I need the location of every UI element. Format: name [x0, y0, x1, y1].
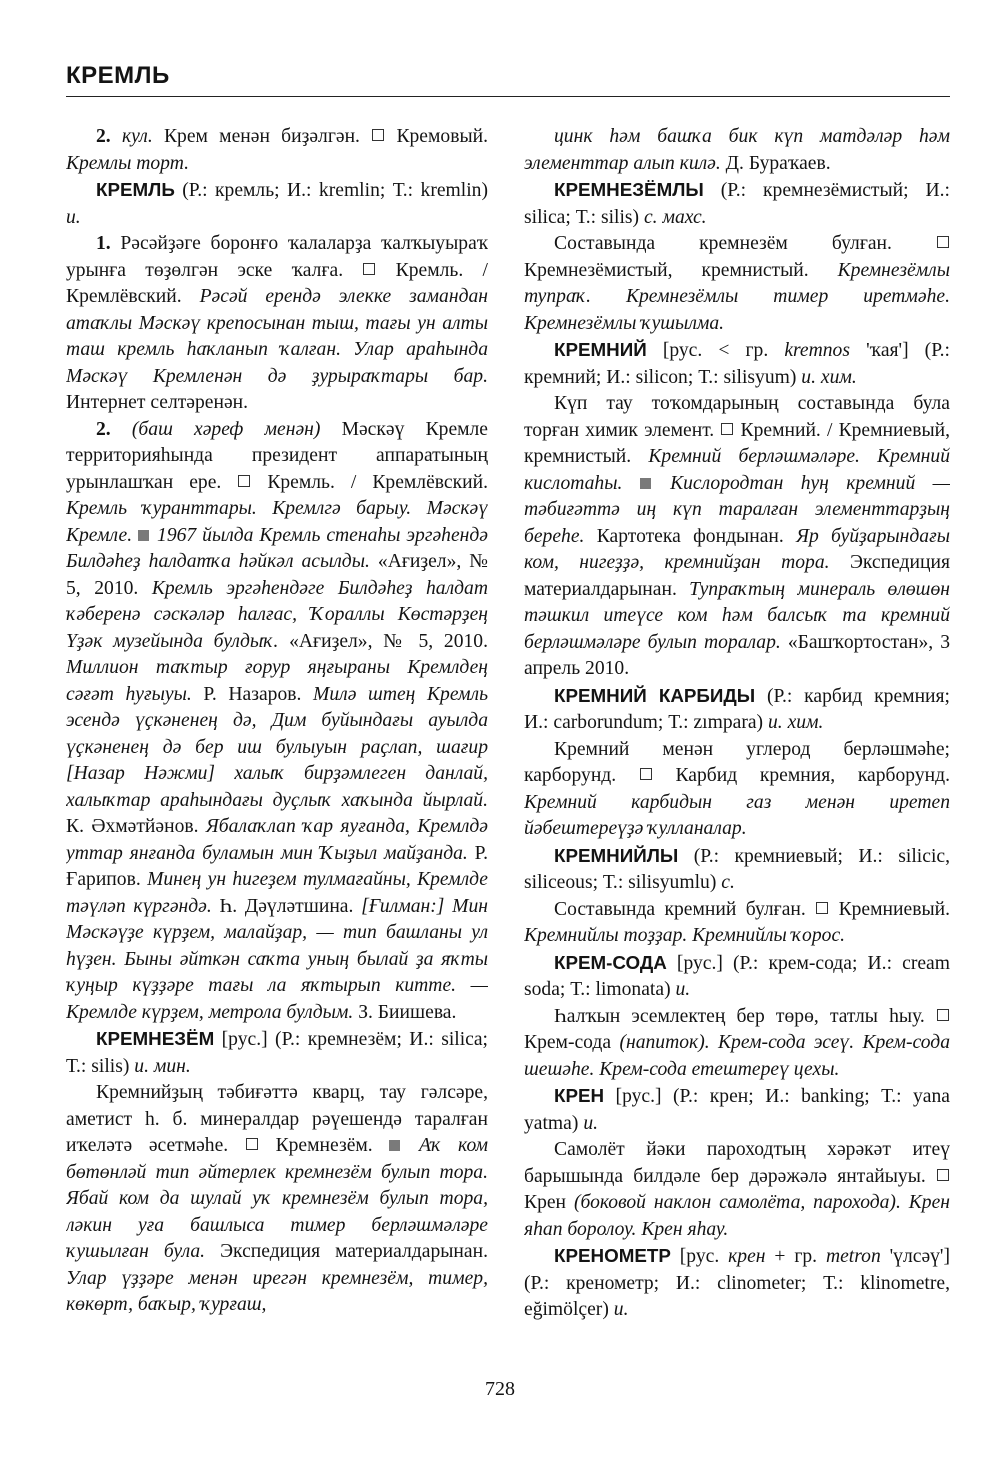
running-head: КРЕМЛЬ	[66, 62, 170, 89]
entry-text: Экспедиция материалдарынан.	[524, 552, 950, 600]
sense-number: 1.	[96, 233, 111, 254]
entry-text: [рус. < гр.	[646, 340, 785, 361]
entry-text: Күп тау тоҡомдарының составында була торған химик элемент.	[524, 393, 950, 441]
entry-paragraph	[524, 1004, 950, 1084]
entry-text: «Башҡортостан», 3 апрель 2010.	[524, 631, 950, 679]
italic-text: Кремнийлы тоҙҙар. Кремнийлы ҡорос.	[524, 925, 846, 946]
italic-text: кул.	[121, 126, 153, 147]
headword: КРЕМНИЙЛЫ	[554, 844, 679, 866]
entry-text	[402, 1135, 419, 1156]
entry-text	[111, 419, 132, 440]
headword: КРЕН	[554, 1085, 605, 1106]
entry-text: [рус.] (Р.: крем-сода; И.: cream soda; Т.: limonata)	[524, 952, 950, 1000]
equivalent-marker-icon	[937, 1009, 949, 1021]
example-marker-icon	[138, 530, 149, 541]
italic-text: Тупраҡтың минераль өлөшөн тәшкил итеүсе ком һәм балсыҡ та кремний берләшмәләре булып торалар.	[524, 578, 950, 653]
entry-paragraph	[524, 683, 950, 737]
entry-paragraph	[66, 417, 488, 1027]
equivalent-marker-icon	[937, 1169, 949, 1181]
entry-text: Интернет селтәренән.	[66, 392, 249, 413]
entry-text	[111, 126, 122, 147]
headword: КРЕМНЕЗЁМЛЫ	[554, 179, 704, 200]
entry-text: 'ҡая'] (Р.: кремний; И.: silicon; Т.: silisyum)	[524, 340, 950, 388]
italic-text: и.	[583, 1112, 599, 1134]
entry-text: [рус.] (Р.: кремнезём; И.: silica; Т.: silis)	[66, 1029, 488, 1077]
entry-text: Крен	[524, 1192, 574, 1213]
headword: КРЕМ-СОДА	[554, 951, 667, 973]
italic-text: и.	[675, 979, 691, 1000]
entry-text: Карбид кремния, карборунд.	[652, 765, 950, 786]
italic-text: и. хим.	[767, 712, 824, 733]
italic-text: (баш хәреф менән)	[131, 418, 321, 440]
entry-text: Д. Бураҡаев.	[720, 152, 831, 174]
entry-text: 'үлсәү'] (Р.: кренометр; И.: clinometer; Т.: klinometre, eğimölçer)	[524, 1246, 950, 1320]
entry-text: Кремний. / Кремниевый, кремнистый.	[524, 419, 950, 467]
italic-text: Милә штең Кремль эсендә үҫкәненең дә, Дим буйындағы ауылда үҫкәненең дә бер иш булыуын раҫлап, шағир [Назар Нәжми] халыҡ бирҙәмлеген данлай, халыҡтар араһындағы дуҫлыҡ хаҡында йырлай.	[66, 683, 488, 811]
entry-paragraph	[524, 737, 950, 843]
italic-text: Улар үҙҙәре менән ирегән кремнезём, тимер, көкөрт, баҡыр, ҡурғаш,	[66, 1267, 488, 1315]
entry-paragraph	[524, 177, 950, 231]
equivalent-marker-icon	[816, 902, 828, 914]
italic-text: Кислородтан һуң кремний — тәбиғәттә иң күп таралған элементтарҙың береһе.	[524, 472, 950, 547]
entry-text: Кремль. / Кремлёвский.	[66, 259, 488, 307]
italic-text: с.	[721, 872, 735, 893]
italic-text: 1967 йылда Кремль стенаһы эргәһендә Билдәһеҙ һалдатҡа һәйкәл асылды.	[66, 524, 488, 572]
italic-text: Кремль эргәһендәге Билдәһеҙ һалдат ҡәберенә сәскәләр һалғас, Ҡораллы Көстәрҙең Үҙәк музейында булдыҡ.	[66, 577, 488, 652]
italic-text: metron	[825, 1246, 881, 1267]
entry-text: Кремнезёмистый, кремнистый.	[524, 259, 838, 281]
equivalent-marker-icon	[721, 423, 733, 435]
entry-paragraph	[524, 897, 950, 950]
equivalent-marker-icon	[238, 475, 250, 487]
entry-text: (Р.: кремниевый; И.: silicic, siliceous; Т.: silisyumlu)	[524, 845, 950, 893]
italic-text: Аҡ ком бөтөнләй тип әйтерлек кремнезём булып тора. Ябай ком да шулай уҡ кремнезём булып тора, ләкин уға башлыса тимер берләшмәләре ҡушылған була.	[66, 1135, 488, 1262]
entry-text: Экспедиция материалдарынан.	[205, 1241, 488, 1262]
entry-text: Крем-сода	[524, 1032, 620, 1053]
equivalent-marker-icon	[246, 1138, 258, 1150]
italic-text: Кремний карбидын газ менән иретеп йәбештереүҙә ҡулланалар.	[524, 791, 950, 839]
italic-text: Миллион таҡтыр ғорур яңғыраны Кремлдең сәғәт һуғыуы.	[66, 657, 488, 705]
italic-text: Минең ун һигеҙем тулмағайны, Кремлде тәүләп күргәндә.	[66, 869, 488, 917]
entry-paragraph	[524, 124, 950, 177]
entry-text: Рәсәйҙәге боронғо ҡалаларҙа ҡалҡыуыраҡ урынға төҙөлгән эске ҡалға.	[66, 233, 488, 281]
entry-text: Составында кремний булған.	[554, 898, 816, 920]
entry-text: Һалҡын эсемлектең бер төрө, татлы һыу.	[554, 1005, 936, 1027]
entry-text: Кремнийҙың тәбиғәттә кварц, тау гәлсәре, аметист һ. б. минералдар рәүешендә таралған иҡеләтә әсетмәһе.	[66, 1082, 488, 1156]
header-rule	[66, 96, 950, 97]
headword: КРЕМЛЬ	[96, 179, 175, 200]
entry-text: Кремний менән углерод берләшмәһе; карборунд.	[524, 738, 950, 786]
headword: КРЕМНИЙ	[554, 339, 647, 360]
entry-paragraph	[66, 1080, 488, 1319]
headword: КРЕМНЕЗЁМ	[96, 1028, 215, 1049]
example-marker-icon	[389, 1140, 400, 1151]
italic-text: Яр буйҙарындағы ком, нигеҙҙә, кремнийҙан тора.	[524, 525, 950, 573]
italic-text: Кремнезёмлы тупраҡ. Кремнезёмлы тимер иретмәһе. Кремнезёмлы ҡушылма.	[524, 259, 950, 334]
italic-text: и. хим.	[801, 366, 857, 388]
italic-text: Кремлы торт.	[66, 152, 190, 174]
entry-paragraph	[524, 1243, 950, 1324]
equivalent-marker-icon	[937, 236, 949, 248]
entry-text: «Ағиҙел», № 5, 2010.	[278, 630, 488, 652]
entry-paragraph	[524, 950, 950, 1004]
entry-text: Кремль. / Кремлёвский.	[251, 471, 488, 493]
italic-text: и. мин.	[134, 1055, 191, 1077]
italic-text: kremnos	[784, 340, 850, 361]
italic-text: (боковой наклон самолёта, парохода). Крен яһап боролоу. Крен яһау.	[524, 1192, 950, 1240]
italic-text: с. махс.	[643, 206, 707, 228]
entry-text: Кремнезём.	[258, 1135, 390, 1156]
entry-text: [рус.] (Р.: крен; И.: banking; Т.: yana yatma)	[524, 1086, 950, 1134]
entry-text: Кремовый.	[385, 126, 488, 147]
entry-paragraph	[524, 1137, 950, 1243]
italic-text: и.	[66, 206, 81, 228]
italic-text: и.	[613, 1299, 629, 1320]
entry-paragraph	[524, 843, 950, 897]
entry-text: З. Биишева.	[353, 1001, 457, 1023]
equivalent-marker-icon	[363, 263, 375, 275]
equivalent-marker-icon	[640, 768, 652, 780]
entry-text: Кремниевый.	[829, 898, 950, 920]
entry-text: Мәскәү Кремле территорияһында президент аппаратының урынлашҡан ере.	[66, 418, 488, 493]
headword: КРЕМНИЙ КАРБИДЫ	[554, 684, 756, 706]
headword: КРЕНОМЕТР	[554, 1245, 671, 1266]
sense-number: 2.	[96, 126, 111, 147]
italic-text: Кремль ҡуранттары. Кремлгә барыу. Мәскәү Кремле.	[66, 498, 488, 546]
equivalent-marker-icon	[372, 129, 384, 141]
entry-paragraph	[66, 177, 488, 231]
entry-paragraph	[66, 231, 488, 417]
right-column	[524, 124, 950, 1360]
entry-paragraph	[524, 337, 950, 391]
entry-paragraph	[66, 124, 488, 177]
entry-text: (Р.: карбид кремния; И.: carborundum; Т.: zımpara)	[524, 685, 950, 733]
entry-text: К. Әхмәтйәнов.	[66, 816, 206, 837]
entry-paragraph	[524, 1083, 950, 1137]
entry-text: Картотека фондынан.	[584, 525, 797, 547]
entry-paragraph	[524, 391, 950, 683]
italic-text: Кремний берләшмәләре. Кремний кислотаһы.	[524, 446, 950, 494]
italic-text: цинк һәм башҡа бик күп матдәләр һәм элементтар алып килә.	[524, 126, 950, 174]
example-marker-icon	[640, 478, 651, 489]
entry-text	[653, 473, 670, 494]
italic-text: [Ғилман:] Мин Мәскәүҙе күрҙем, малайҙар, — тип башланы ул һүҙен. Быны әйткән саҡта уның былай ҙа яҡты ҡуңыр күҙҙәре тағы ла яҡтырып китте. — Кремлде күрҙем, метрола булдым.	[66, 895, 488, 1023]
italic-text: Ябалаҡлап ҡар яуғанда, Кремлдә уттар янғанда буламын мин Ҡыҙыл майҙанда.	[66, 816, 488, 864]
left-column	[66, 124, 488, 1360]
entry-text: Р. Ғарипов.	[66, 842, 488, 890]
entry-text: (Р.: кремль; И.: kremlin; Т.: kremlin)	[174, 180, 488, 201]
entry-text: (Р.: кремнезёмистый; И.: silica; Т.: silis)	[524, 180, 950, 228]
sense-number: 2.	[96, 418, 111, 440]
entry-text: Составында кремнезём булған.	[554, 233, 936, 254]
entry-paragraph	[66, 1026, 488, 1080]
entry-text	[622, 473, 639, 494]
entry-text: Һ. Дәүләтшина.	[211, 895, 362, 917]
entry-text: + гр.	[765, 1246, 826, 1267]
entry-text: «Ағиҙел», № 5, 2010.	[66, 551, 488, 599]
italic-text: (напиток). Крем-сода эсеү. Крем-сода шешәһе. Крем-сода етештереү цехы.	[524, 1032, 950, 1080]
entry-text: Самолёт йәки пароходтың хәрәкәт итеү барышында билдәле бер дәрәжәлә янтайыуы.	[524, 1139, 950, 1187]
entry-paragraph	[524, 231, 950, 337]
italic-text: крен	[728, 1246, 766, 1267]
entry-text: Крем менән биҙәлгән.	[152, 126, 372, 147]
entry-text: Р. Назаров.	[191, 683, 314, 705]
italic-text: Рәсәй ерендә элекке замандан атаҡлы Мәскәү крепосынан тыш, тағы ун алты таш кремль һаҡланып ҡалған. Улар араһында Мәскәү Кремленән дә ҙурыраҡтары бар.	[66, 286, 488, 387]
page-number: 728	[485, 1378, 515, 1400]
entry-text: [рус.	[670, 1246, 729, 1267]
